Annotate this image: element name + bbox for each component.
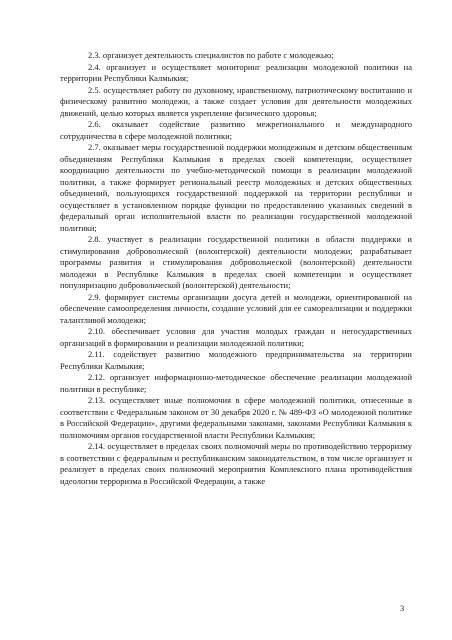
paragraph-2-11: 2.11. содействует развитию молодежного предпринимательства на территории Республики Калмыкия; — [60, 349, 412, 371]
paragraph-2-7: 2.7. оказывает меры государственной поддержки молодежным и детским общественным объединениям Республики Калмыкия в пределах своей компетенции, осуществляет координацию деятельности по учебно-методической помощи в реализации молодежной политики, а также формирует региональный реестр молодежных и детских общественных объединений, пользующихся государственной поддержкой на территории республики и осуществляет в установленном порядке функции по предоставлению указанных сведений в федеральный орган исполнительной власти по реализации государственной молодежной политики; — [60, 142, 412, 233]
page-number: 3 — [400, 603, 405, 613]
paragraph-2-8: 2.8. участвует в реализации государственной политики в области поддержки и стимулирования добровольческой (волонтерской) деятельности молодежи; разрабатывает программы развития и стимулирования добровольческой (волонтерской) деятельности молодежи в Республике Калмыкия в пределах своей компетенции и осуществляет популяризацию добровольческой (волонтерской) деятельности; — [60, 234, 412, 290]
paragraph-2-9: 2.9. формирует системы организации досуга детей и молодежи, ориентированной на обеспечение самоопределения личности, создание условий для ее самореализации и поддержки талантливой молодежи; — [60, 291, 412, 325]
paragraph-2-6: 2.6. оказывает содействие развитию межрегионального и международного сотрудничества в сфере молодежной политики; — [60, 119, 412, 141]
paragraph-2-14: 2.14. осуществляет в пределах своих полномочий меры по противодействию терроризму в соответствии с федеральным и республиканским законодательством, в том числе организует и реализует в пределах своих полномочий мероприятия Комплексного плана противодействия идеологии терроризма в Российской Федерации, а также — [60, 441, 412, 486]
paragraph-2-13: 2.13. осуществляет иные полномочия в сфере молодежной политики, отнесенные в соответствии с Федеральным законом от 30 декабря 2020 г. № 489-ФЗ «О молодежной политике в Российской Федерации», другими федеральными законами, законами Республики Калмыкия к полномочиям органов государственной власти Республики Калмыкия; — [60, 395, 412, 440]
paragraph-2-3: 2.3. организует деятельность специалистов по работе с молодежью; — [88, 50, 334, 60]
paragraph-2-10: 2.10. обеспечивает условия для участия молодых граждан и негосударственных организаций в формировании и реализации молодежной политики; — [60, 326, 412, 348]
document-body — [60, 50, 412, 487]
paragraph-2-12: 2.12. организует информационно-методическое обеспечение реализации молодежной политики в республике; — [60, 372, 412, 394]
paragraph-2-4: 2.4. организует и осуществляет мониторинг реализации молодежной политики на территории Республики Калмыкия; — [60, 61, 412, 83]
paragraph-2-5: 2.5. осуществляет работу по духовному, нравственному, патриотическому воспитанию и физическому развитию молодежи, а также создает условия для деятельности молодежных движений, целью которых является укрепление физического здоровья; — [60, 84, 412, 118]
